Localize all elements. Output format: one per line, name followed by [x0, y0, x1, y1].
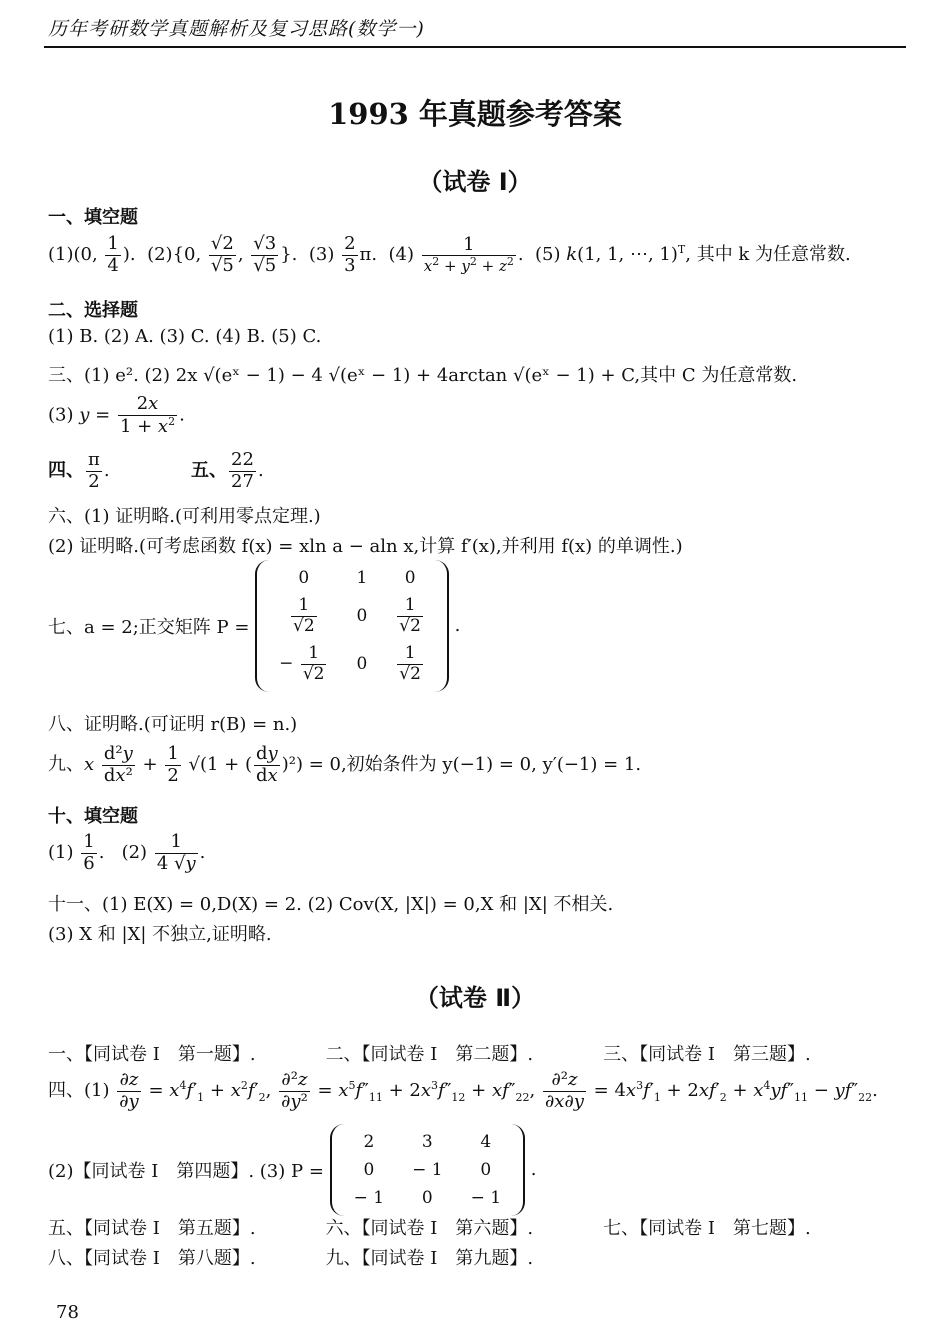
- section-1-heading: 一、填空题: [48, 207, 138, 228]
- section-10-heading: 十、填空题: [48, 806, 138, 827]
- section-11-line-1: 十一、(1) E(X) = 0,D(X) = 2. (2) Cov(X, |X|) = 0,X 和 |X| 不相关.: [48, 894, 614, 915]
- paper-2-row-1: 一、【同试卷 Ⅰ 第一题】. 二、【同试卷 Ⅰ 第二题】. 三、【同试卷 Ⅰ 第三题】.: [48, 1044, 811, 1065]
- paper-2-row-3: 五、【同试卷 Ⅰ 第五题】. 六、【同试卷 Ⅰ 第六题】. 七、【同试卷 Ⅰ 第七题】.: [48, 1218, 811, 1239]
- section-9: 九、x $\frac{\text{d²y}}{\text{dx²}}$ + $\frac{1}{2}$ √(1 + ( $\frac{dy}{dx}$ )²) = 0,初始条件为 y(−1) = 0, y′(−1) = 1.: [48, 743, 642, 786]
- orthogonal-matrix: 0 1 0 $\frac{1}{√2}$ 0 $\frac{1}{√2}$ − $\frac{1}{√2}$ 0 $\frac{1}{√2}$: [255, 560, 449, 692]
- page-number: 78: [56, 1302, 79, 1323]
- section-10-answers: (1) $\frac{1}{6}$ . (2) $\frac{1}{4 √y}$ .: [48, 831, 206, 874]
- section-11-line-2: (3) X 和 |X| 不独立,证明略.: [48, 924, 272, 945]
- section-7: 七、a = 2;正交矩阵 P = 0 1 0 $\frac{1}{√2}$ 0 $\frac{1}{√2}$ − $\frac{1}{√2}$ 0 $\frac{1}{√2}$ .: [48, 560, 460, 692]
- paper-2-heading: （试卷 Ⅱ）: [414, 984, 536, 1012]
- section-1-answers: (1)(0, $\frac{1}{4}$ ). (2){0, $\frac{√2}{√5}$ , $\frac{√3}{√5}$ }. (3) $\frac{2}{3}$ π. (4) $\frac{1}{x^2 + y^2 + z^2}$ . (5) k(1, 1, ⋯, 1)$^T$, 其中 k 为任意常数.: [48, 233, 851, 276]
- section-6-part-2: (2) 证明略.(可考虑函数 f(x) = xln a − aln x,计算 f′(x),并利用 f(x) 的单调性.): [48, 536, 683, 557]
- header-rule: [44, 46, 906, 48]
- paper-1-heading: （试卷 Ⅰ）: [418, 168, 532, 196]
- section-2-heading: 二、选择题: [48, 300, 138, 321]
- page-title: 1993 年真题参考答案: [328, 97, 622, 131]
- section-3-part-3: (3) y = $\frac{2x}{1 + x^2}$ .: [48, 393, 185, 437]
- section-6-part-1: 六、(1) 证明略.(可利用零点定理.): [48, 506, 321, 527]
- matrix-p: 2 3 4 0 − 1 0 − 1 0 − 1: [330, 1124, 525, 1216]
- running-header: 历年考研数学真题解析及复习思路(数学一): [48, 18, 425, 40]
- section-2-answers: (1) B. (2) A. (3) C. (4) B. (5) C.: [48, 326, 322, 347]
- paper-2-section-4-part-1: 四、(1) $\frac{\partial z}{\partial y}$ = $x^4f'_1 + x^2f'_2$, $\frac{\text{∂²z}}{\text{∂y²}}$ = $x^5f''_{11} + 2x^3f''_{12} + xf''_{22}$, $\frac{\text{∂²z}}{\partial x\partial y}$ = $4x^3f'_1 + 2xf'_2 + x^4yf''_{11} - yf''_{22}$.: [48, 1069, 878, 1112]
- paper-2-row-4: 八、【同试卷 Ⅰ 第八题】. 九、【同试卷 Ⅰ 第九题】.: [48, 1248, 534, 1269]
- section-8: 八、证明略.(可证明 r(B) = n.): [48, 714, 298, 735]
- section-4-5: 四、 $\frac{\pi}{2}$ . 五、 $\frac{22}{27}$ .: [48, 449, 264, 492]
- section-3-answers: 三、(1) e². (2) 2x √(eˣ − 1) − 4 √(eˣ − 1) + 4arctan √(eˣ − 1) + C,其中 C 为任意常数.: [48, 365, 798, 386]
- paper-2-section-4-part-2-3: (2)【同试卷 Ⅰ 第四题】. (3) P = 2 3 4 0 − 1 0 − 1 0 − 1 .: [48, 1124, 537, 1216]
